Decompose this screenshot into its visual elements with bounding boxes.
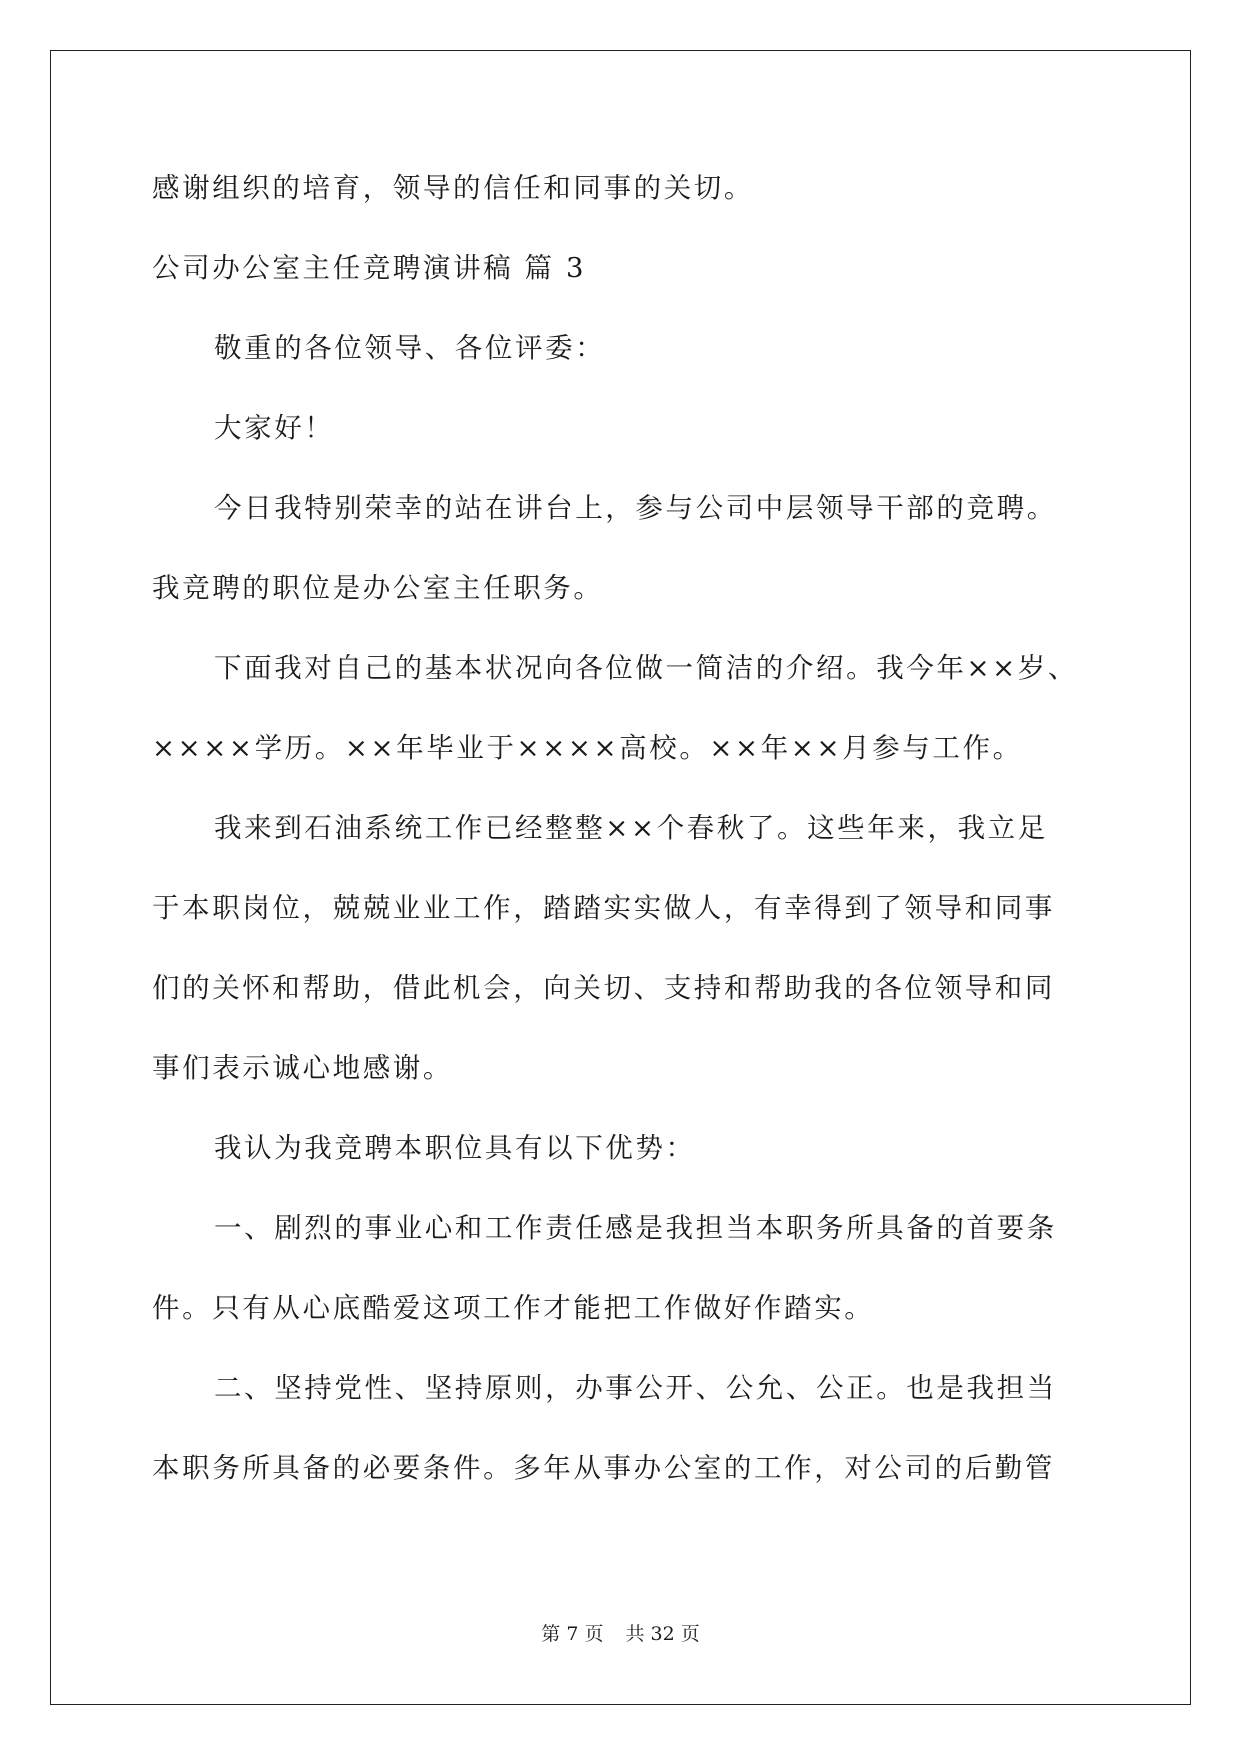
text-line: 们的关怀和帮助，借此机会，向关切、支持和帮助我的各位领导和同: [152, 972, 1055, 1004]
text-line: 事们表示诚心地感谢。: [152, 1052, 453, 1084]
page-footer: [0, 1622, 1241, 1646]
text-line: 我来到石油系统工作已经整整××个春秋了。这些年来，我立足: [214, 812, 1048, 844]
text-line: 我竞聘的职位是办公室主任职务。: [152, 572, 604, 604]
text-line: 一、剧烈的事业心和工作责任感是我担当本职务所具备的首要条: [214, 1212, 1057, 1244]
text-line: 今日我特别荣幸的站在讲台上，参与公司中层领导干部的竞聘。: [214, 492, 1057, 524]
greeting: 大家好！: [214, 412, 335, 444]
text-line: ××××学历。××年毕业于××××高校。××年××月参与工作。: [152, 732, 1023, 764]
salutation: 敬重的各位领导、各位评委：: [214, 332, 606, 364]
text-line: 我认为我竞聘本职位具有以下优势：: [214, 1132, 696, 1164]
text-line: 于本职岗位，兢兢业业工作，踏踏实实做人，有幸得到了领导和同事: [152, 892, 1055, 924]
text-line: 二、坚持党性、坚持原则，办事公开、公允、公正。也是我担当: [214, 1372, 1057, 1404]
text-line: 本职务所具备的必要条件。多年从事办公室的工作，对公司的后勤管: [152, 1452, 1055, 1484]
section-heading: 公司办公室主任竞聘演讲稿 篇 3: [152, 252, 587, 284]
page-number-current: 第 7 页: [541, 1623, 604, 1645]
text-line: 感谢组织的培育，领导的信任和同事的关切。: [152, 172, 754, 204]
text-line: 下面我对自己的基本状况向各位做一简洁的介绍。我今年××岁、: [214, 652, 1078, 684]
page-number-total: 共 32 页: [625, 1623, 700, 1645]
text-line: 件。只有从心底酷爱这项工作才能把工作做好作踏实。: [152, 1292, 875, 1324]
